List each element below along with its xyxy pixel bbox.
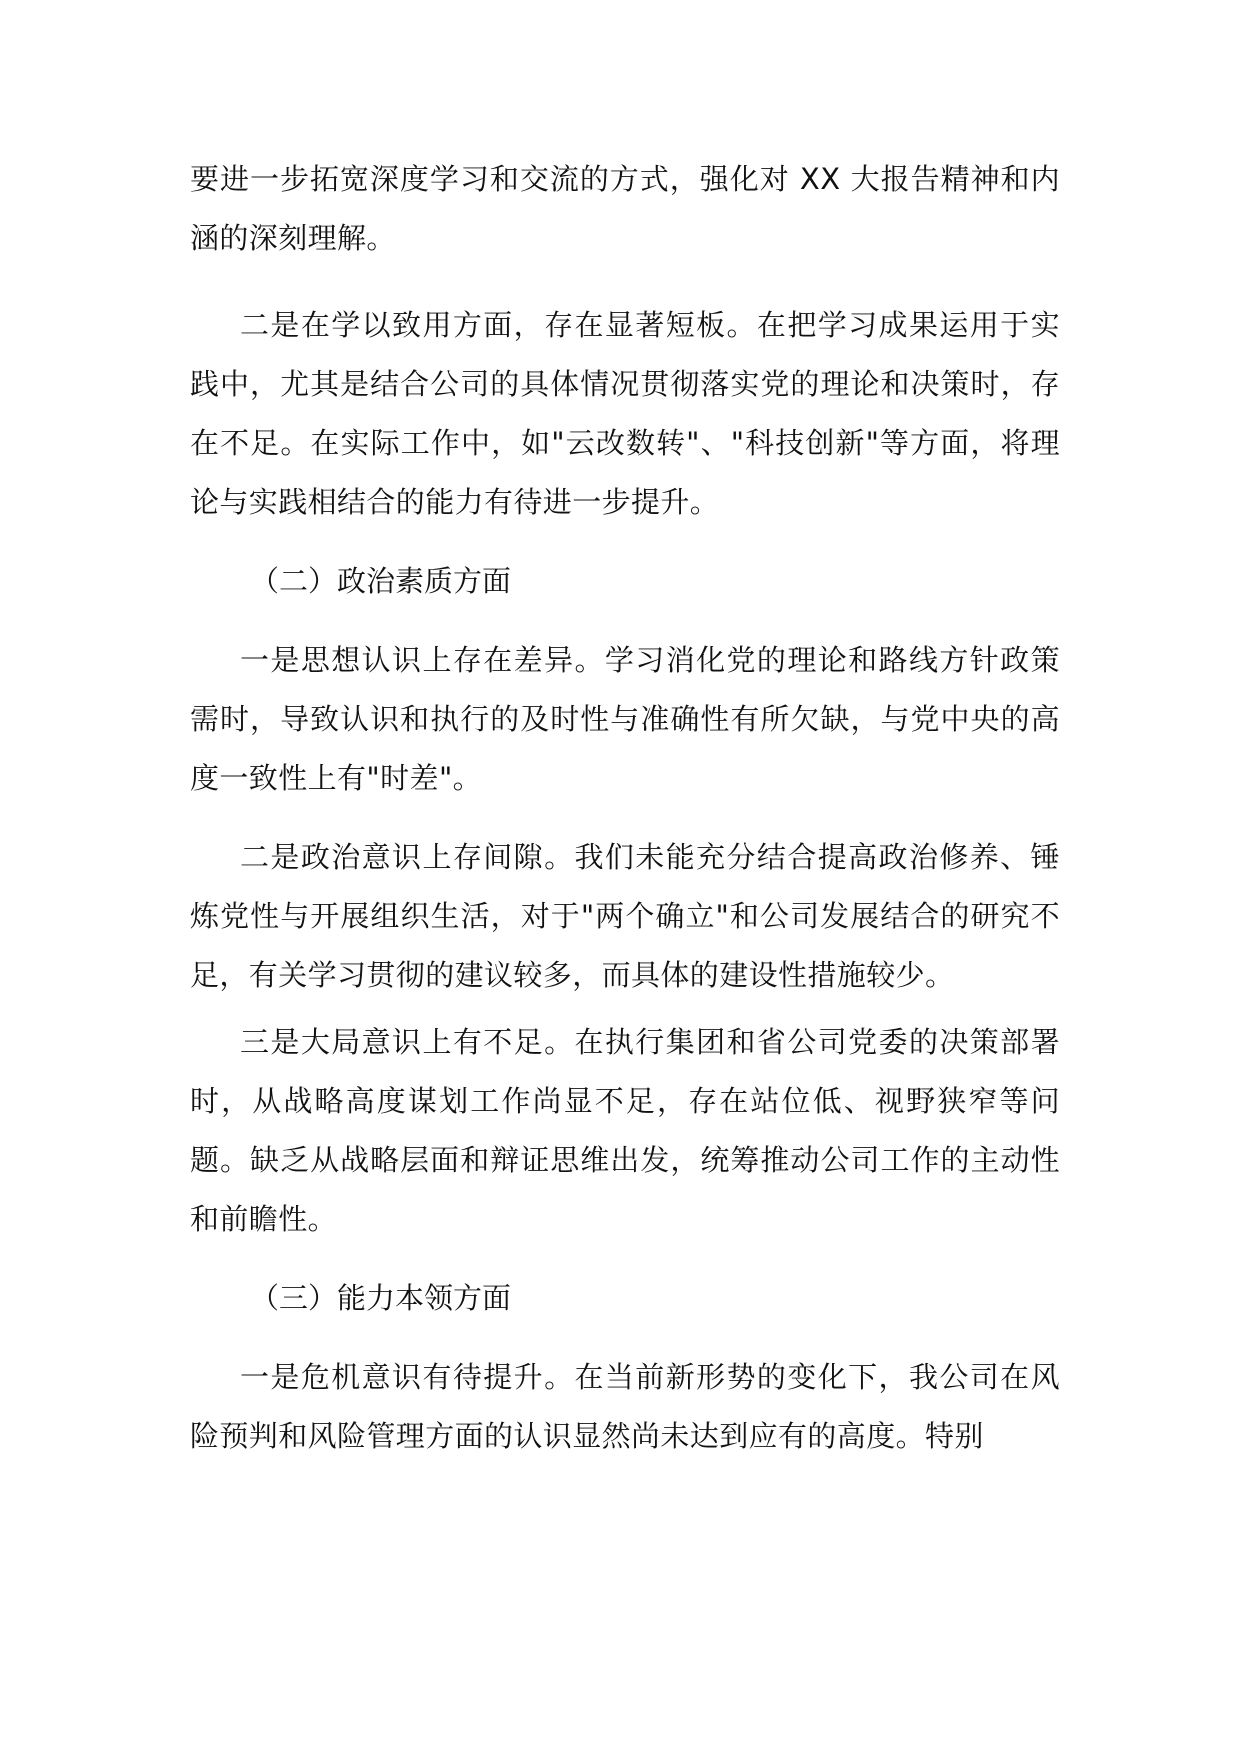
section-heading-capability: （三）能力本领方面: [250, 1281, 512, 1315]
document-body: [190, 150, 1060, 1466]
paragraph-application-shortcoming: 二是在学以致用方面，存在显著短板。在把学习成果运用于实践中，尤其是结合公司的具体情况贯彻落实党的理论和决策时，存在不足。在实际工作中，如"云改数转"、"科技创新"等方面，将理论与实践相结合的能力有待进一步提升。: [190, 308, 1060, 519]
paragraph-crisis-awareness: 一是危机意识有待提升。在当前新形势的变化下，我公司在风险预判和风险管理方面的认识显然尚未达到应有的高度。特别: [190, 1360, 1060, 1453]
paragraph-political-awareness: 二是政治意识上存间隙。我们未能充分结合提高政治修养、锤炼党性与开展组织生活，对于"两个确立"和公司发展结合的研究不足，有关学习贯彻的建议较多，而具体的建设性措施较少。: [190, 840, 1060, 992]
section-heading-political-quality: （二）政治素质方面: [250, 564, 512, 598]
paragraph-overall-awareness: 三是大局意识上有不足。在执行集团和省公司党委的决策部署时，从战略高度谋划工作尚显不足，存在站位低、视野狭窄等问题。缺乏从战略层面和辩证思维出发，统筹推动公司工作的主动性和前瞻性。: [190, 1025, 1060, 1236]
paragraph-ideological-awareness: 一是思想认识上存在差异。学习消化党的理论和路线方针政策需时，导致认识和执行的及时性与准确性有所欠缺，与党中央的高度一致性上有"时差"。: [190, 643, 1060, 795]
paragraph-continuation: 要进一步拓宽深度学习和交流的方式，强化对 XX 大报告精神和内涵的深刻理解。: [190, 162, 1060, 255]
